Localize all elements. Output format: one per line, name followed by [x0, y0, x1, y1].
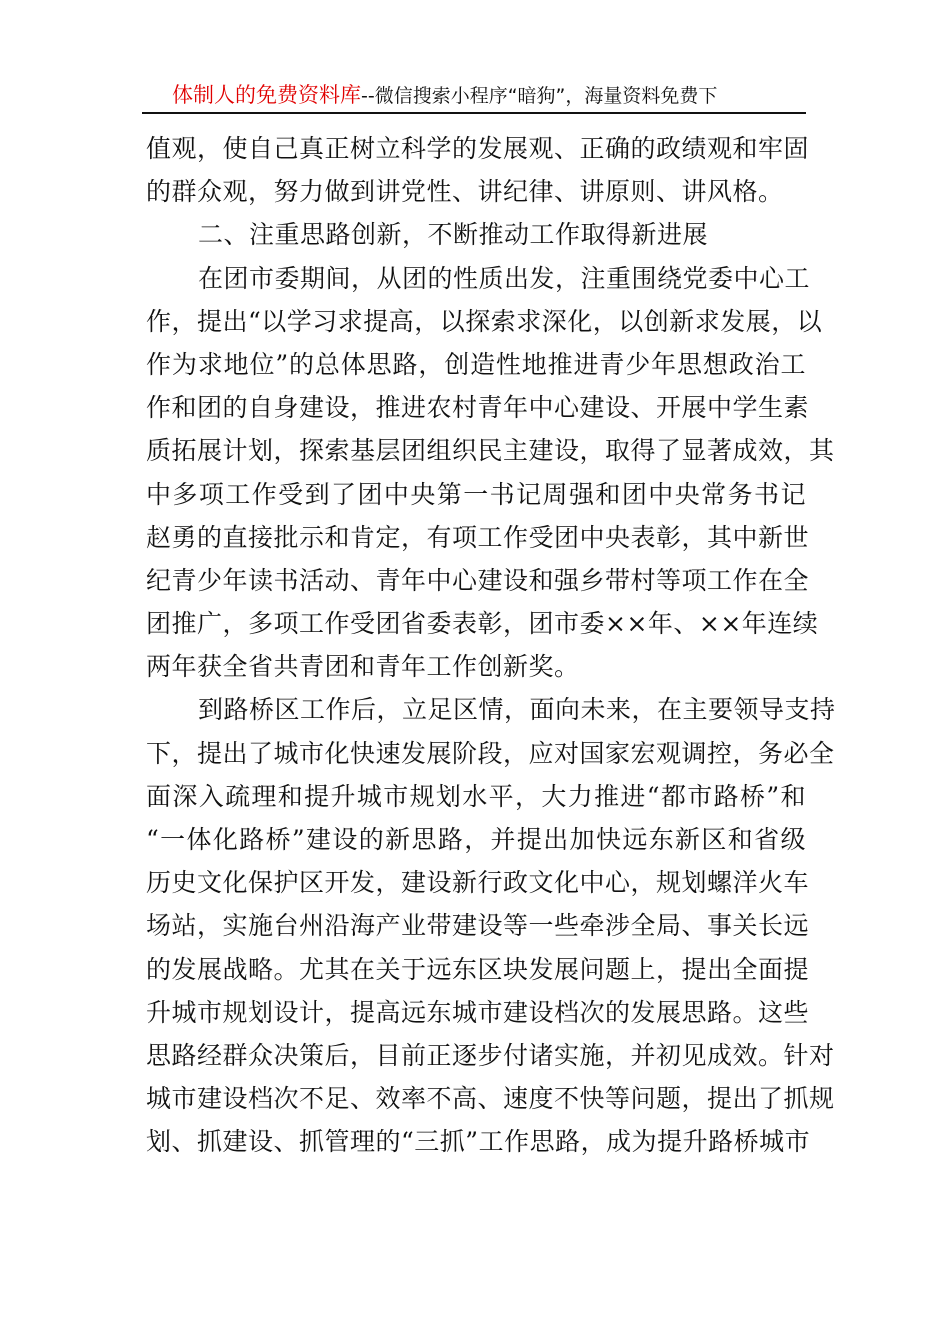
text-line: 赵勇的直接批示和肯定，有项工作受团中央表彰，其中新世: [146, 522, 810, 552]
header-divider: [142, 112, 806, 114]
text-line: 二、注重思路创新，不断推动工作取得新进展: [198, 220, 709, 250]
text-line: 划、抓建设、抓管理的“三抓”工作思路，成为提升路桥城市: [146, 1127, 811, 1157]
text-line: 历史文化保护区开发，建设新行政文化中心，规划螺洋火车: [146, 868, 810, 898]
text-line: 在团市委期间，从团的性质出发，注重围绕党委中心工: [198, 263, 811, 293]
text-line: 升城市规划设计，提高远东城市建设档次的发展思路。这些: [146, 997, 810, 1027]
text-line: 面深入疏理和提升城市规划水平，大力推进“都市路桥”和: [146, 781, 806, 811]
text-line: 下，提出了城市化快速发展阶段，应对国家宏观调控，务必全: [146, 738, 835, 768]
text-line: 的群众观，努力做到讲党性、讲纪律、讲原则、讲风格。: [146, 177, 784, 207]
text-line: 作和团的自身建设，推进农村青年中心建设、开展中学生素: [146, 393, 810, 423]
text-line: 作为求地位”的总体思路，创造性地推进青少年思想政治工: [146, 349, 806, 379]
text-line: 场站，实施台州沿海产业带建设等一些牵涉全局、事关长远: [146, 911, 810, 941]
text-line: 思路经群众决策后，目前正逐步付诸实施，并初见成效。针对: [146, 1040, 835, 1070]
document-body: [146, 127, 836, 1164]
text-line: 的发展战略。尤其在关于远东区块发展问题上，提出全面提: [146, 954, 810, 984]
text-line: “一体化路桥”建设的新思路，并提出加快远东新区和省级: [146, 825, 806, 854]
text-line: 质拓展计划，探索基层团组织民主建设，取得了显著成效，其: [146, 436, 835, 466]
text-line: 两年获全省共青团和青年工作创新奖。: [146, 652, 580, 682]
text-line: 纪青少年读书活动、青年中心建设和强乡带村等项工作在全: [146, 565, 810, 595]
text-line: 值观，使自己真正树立科学的发展观、正确的政绩观和牢固: [146, 134, 810, 163]
header-brand: 体制人的免费资料库: [172, 83, 361, 107]
text-line: 团推广，多项工作受团省委表彰，团市委××年、××年连续: [146, 609, 819, 639]
header-tagline: --微信搜索小程序“暗狗”，海量资料免费下: [361, 85, 718, 107]
text-line: 中多项工作受到了团中央第一书记周强和团中央常务书记: [146, 479, 806, 509]
text-line: 到路桥区工作后，立足区情，面向未来，在主要领导支持: [198, 695, 836, 725]
text-line: 作，提出“以学习求提高，以探索求深化，以创新求发展，以: [146, 306, 823, 336]
page-header: [172, 82, 792, 109]
text-line: 城市建设档次不足、效率不高、速度不快等问题，提出了抓规: [146, 1084, 835, 1114]
